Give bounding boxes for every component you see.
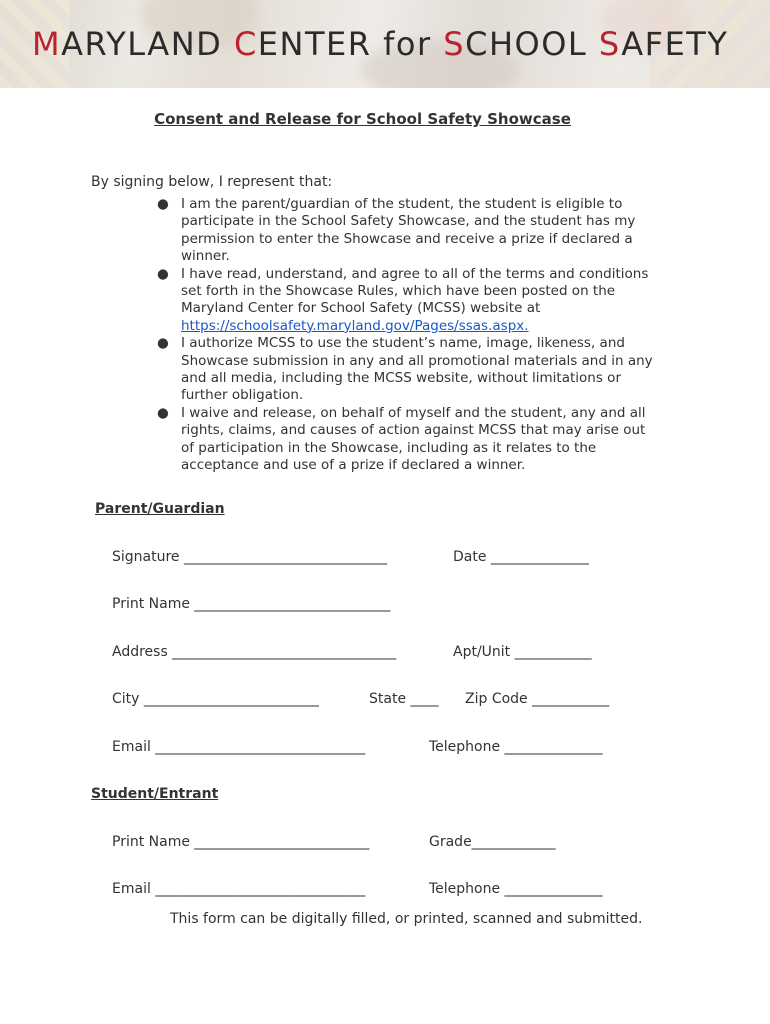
representation-text: I authorize MCSS to use the student’s name, image, likeness, and Showcase submission in any and all promotional materials and in any and all media, including the MCSS website, without limitations or further obligation.	[181, 335, 653, 404]
parent-apt-unit-field[interactable]: Apt/Unit ___________	[453, 644, 592, 660]
title-accent-letter: M	[32, 25, 62, 63]
parent-email-field[interactable]: Email ______________________________	[112, 739, 366, 755]
title-text: ARYLAND	[61, 25, 234, 63]
header-banner	[0, 0, 770, 88]
parent-address-field[interactable]: Address ________________________________	[112, 644, 397, 660]
bullet-icon: ●	[157, 404, 169, 421]
title-accent-letter: S	[598, 25, 622, 63]
representation-item	[154, 266, 654, 336]
representation-item	[154, 196, 654, 266]
student-print-name-field[interactable]: Print Name _________________________	[112, 834, 370, 850]
student-email-field[interactable]: Email ______________________________	[112, 881, 366, 897]
organization-title	[32, 26, 728, 62]
title-text: ENTER for	[257, 25, 444, 63]
representation-text: I waive and release, on behalf of myself and the student, any and all rights, claims, and causes of action against MCSS that may arise out of participation in the Showcase, including as it relates to the acceptance and use of a prize if declared a winner.	[181, 404, 646, 474]
document-title: Consent and Release for School Safety Showcase	[154, 110, 571, 128]
parent-signature-field[interactable]: Signature _____________________________	[112, 549, 387, 565]
parent-zip-field[interactable]: Zip Code ___________	[465, 691, 610, 707]
student-grade-field[interactable]: Grade____________	[429, 834, 556, 850]
student-telephone-field[interactable]: Telephone ______________	[429, 881, 603, 897]
bullet-icon: ●	[157, 335, 169, 352]
intro-text: By signing below, I represent that:	[91, 174, 333, 190]
representation-text: I am the parent/guardian of the student, the student is eligible to participate in the School Safety Showcase, and the student has my permission to enter the Showcase and receive a prize if declared a winner.	[181, 196, 636, 265]
bullet-icon: ●	[157, 196, 169, 212]
parent-city-field[interactable]: City _________________________	[112, 691, 319, 707]
representation-item	[154, 335, 654, 405]
title-accent-letter: S	[443, 25, 466, 63]
title-text: AFETY	[621, 25, 729, 63]
rules-website-link[interactable]: https://schoolsafety.maryland.gov/Pages/ssas.aspx.	[181, 317, 529, 334]
representation-text: I have read, understand, and agree to all of the terms and conditions set forth in the Showcase Rules, which have been posted on the Maryland Center for School Safety (MCSS) website at	[181, 265, 649, 317]
student-entrant-heading: Student/Entrant	[91, 786, 219, 802]
parent-telephone-field[interactable]: Telephone ______________	[429, 739, 603, 755]
parent-print-name-field[interactable]: Print Name ____________________________	[112, 596, 391, 612]
title-text: CHOOL	[465, 25, 599, 63]
representation-item	[154, 405, 654, 475]
footer-note: This form can be digitally filled, or printed, scanned and submitted.	[170, 911, 643, 927]
parent-guardian-heading: Parent/Guardian	[95, 501, 225, 517]
bullet-icon: ●	[157, 265, 169, 282]
title-accent-letter: C	[233, 25, 258, 63]
parent-state-field[interactable]: State ____	[369, 691, 439, 707]
parent-date-field[interactable]: Date ______________	[453, 549, 589, 565]
representation-list	[154, 196, 654, 475]
